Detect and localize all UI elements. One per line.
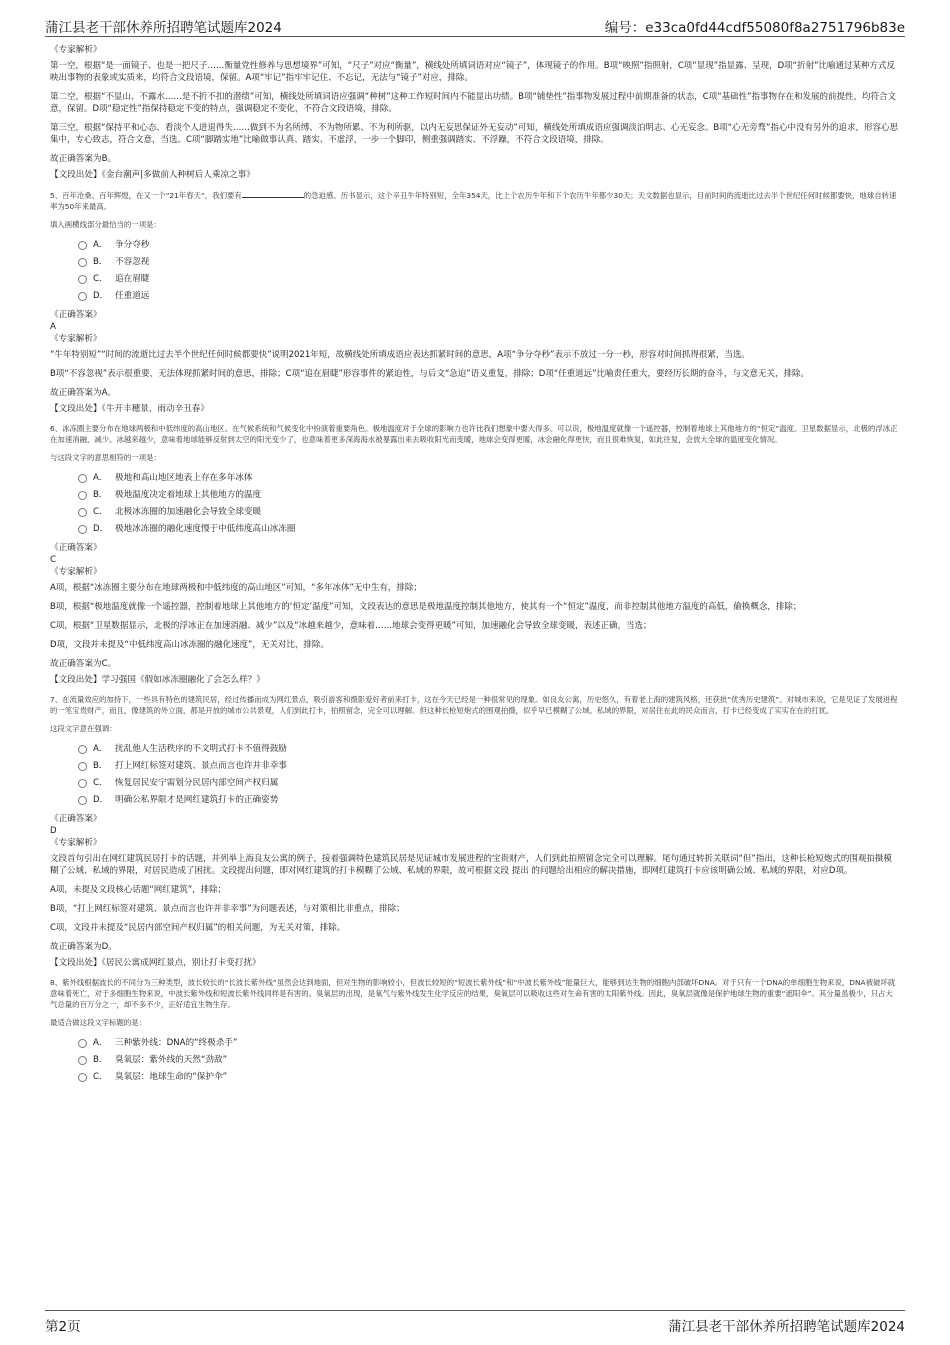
analysis-paragraph: 第二空，根据“不显山、不露水……是不折不扣的潜绩”可知，横线处所填词语应强调“种树”这种工作短时间内不能显出功绩。B项“铺垫性”指事物发展过程中前期准备的状态，C项“基础性”指事物存在和发展的前提性，均符合文意，保留。D项“稳定性”指保持稳定不变的特点，强调稳定不变化，不符合文段语境，排除。 [50,92,897,114]
correct-answer-value: D [50,826,57,836]
analysis-paragraph: A项，未提及文段核心话题“网红建筑”，排除； [50,885,227,895]
analysis-paragraph: 第一空，根据“是一面镜子、也是一把尺子……衡量党性修养与思想境界”可知，“尺子”对应“衡量”，横线处所填词语对应“镜子”，体现镜子的作用。B项“映照”指照射，C项“显现”指显露、呈现，D项“折射”比喻通过某种方式反映出事物的表象或实质来，均符合文段语境，保留。A项“牢记”指牢牢记住、不忘记，无法与“镜子”对应，排除。 [50,61,895,83]
option-d[interactable]: D． 明确公私界限才是网红建筑打卡的正确姿势 [78,792,900,809]
source-citation: 【文段出处】《牛开丰穗景，雨动辛丑春》 [50,404,209,414]
header-title: 蒲江县老干部休养所招聘笔试题库2024 [45,20,282,36]
analysis-paragraph: “牛年特别短”“时间的流逝比过去半个世纪任何时候都要快”说明2021年短，故横线处所填成语应表达抓紧时间的意思，A项“争分夺秒”表示不放过一分一秒，形容对时间抓得很紧，当选。 [50,350,750,360]
correct-answer-value: C [50,555,57,565]
analysis-paragraph: B项“不容忽视”表示很重要，无法体现抓紧时间的意思，排除；C项“追在眉睫”形容事件的紧迫性，与后文“急迫”语义重复，排除；D项“任重道远”比喻责任重大，要经历长期的奋斗，与文意无关，排除。 [50,369,810,379]
source-citation: 【文段出处】《居民公寓成网红景点，别让打卡变打扰》 [50,958,261,968]
radio-icon[interactable] [78,796,87,805]
radio-icon[interactable] [78,241,87,250]
expert-analysis-label: 《专家解析》 [50,838,102,848]
question-stem: 7、在流量效应的加持下，一些具有特色的建筑民居，经过传播而成为网红景点，吸引游客和摄影爱好者前来打卡，这在今天已经是一种很常见的现象。如良友公寓，历史悠久，有着老上海的建筑风格，还获批“优秀历史建筑”。对城市来说，它是见证了发展进程的一笔宝贵财产，而且，像建筑的外立面，都是开放的城市公共景观，人们到此打卡，拍照留念，完全可以理解。但这种长枪短炮式的围观拍摄，似乎早已模糊了公域、私域的界限，对居住在此的民众而言，打卡已经变成了实实在在的打扰。 [50,695,898,715]
answer-blank [242,189,304,198]
option-b[interactable]: B． 极地温度决定着地球上其他地方的温度 [78,487,900,504]
option-a[interactable]: A． 三种紫外线：DNA的“终极杀手” [78,1035,900,1052]
option-d[interactable]: D． 任重道远 [78,288,900,305]
analysis-paragraph: C项，文段并未提及“民居内部空间产权归属”的相关问题，为无关对策，排除。 [50,923,346,933]
option-a[interactable]: A． 争分夺秒 [78,237,900,254]
final-answer: 故正确答案为D。 [50,942,117,952]
option-c[interactable]: C． 恢复居民安宁需划分民居内部空间产权归属 [78,775,900,792]
radio-icon[interactable] [78,258,87,267]
option-b[interactable]: B． 不容忽视 [78,254,900,271]
question-prompt: 与这段文字的意思相符的一项是： [50,453,161,462]
source-citation: 【文段出处】《金台潮声|多做前人种树后人乘凉之事》 [50,170,255,180]
analysis-paragraph: 第三空，根据“保持平和心态、看淡个人进退得失……做到不为名所缚、不为物所累、不为利所驱，以内无妄思保证外无妄动”可知，横线处所填成语应强调淡泊明志、心无妄念。B项“心无旁骛”指心中没有另外的追求，形容心思集中，专心致志，符合文意，当选。C项“脚踏实地”比喻做事认真、踏实、不虚浮，一步一个脚印，侧重强调踏实、不浮躁，不符合文段语境，排除。 [50,123,898,145]
expert-analysis-label: 《专家解析》 [50,567,102,577]
option-a[interactable]: A． 扰乱他人生活秩序的不文明式打卡不值得鼓励 [78,741,900,758]
source-citation: 【文段出处】学习强国《假如冰冻圈融化了会怎么样？》 [50,675,265,685]
correct-answer-label: 《正确答案》 [50,543,102,553]
option-c[interactable]: C． 北极冰冻圈的加速融化会导致全球变暖 [78,504,900,521]
radio-icon[interactable] [78,275,87,284]
radio-icon[interactable] [78,1073,87,1082]
footer-title: 蒲江县老干部休养所招聘笔试题库2024 [668,1319,905,1335]
option-list [78,741,900,809]
option-b[interactable]: B． 臭氧层：紫外线的天然“劲敌” [78,1052,900,1069]
option-d[interactable]: D． 极地冰冻圈的融化速度慢于中低纬度高山冰冻圈 [78,521,900,538]
analysis-paragraph: A项，根据“冰冻圈主要分布在地球两极和中低纬度的高山地区”可知，“多年冰体”无中生有，排除； [50,583,422,593]
option-a[interactable]: A． 极地和高山地区地表上存在多年冰体 [78,470,900,487]
radio-icon[interactable] [78,762,87,771]
question-stem: 8、紫外线根据波长的不同分为三种类型，波长较长的“长波长紫外线”虽然会达到地面，但对生物的影响较小，但波长较短的“短波长紫外线”和“中波长紫外线”能量巨大，能够到达生物的细胞内部破坏DNA。对于只有一个DNA的单细胞生物来说，DNA被破坏就意味着死亡，对于多细胞生物来说，中波长紫外线和短波长紫外线同样是有害的。臭氧层的出现，是氧气与紫外线发生化学反应的结果，臭氧层可以吸收这些对生命有害的太阳紫外线。因此，臭氧层就像是保护地球生物的重要“遮阳伞”。其分量虽极少，只占大气总量的百万分之一，却不多不少，正好适宜生物生存。 [50,978,896,1009]
page-content [50,44,900,1090]
header-code: 编号：e33ca0fd44cdf55080f8a2751796b83e [604,20,905,36]
option-c[interactable]: C． 追在眉睫 [78,271,900,288]
analysis-paragraph: C项，根据“卫星数据显示，北极的浮冰正在加速消融、减少”以及“冰越来越少，意味着……地球会变得更暖”可知，加速融化会导致全球变暖，表述正确，当选； [50,621,652,631]
question-stem: 6、冰冻圈主要分布在地球两极和中低纬度的高山地区。在气候系统和气候变化中扮演着重要角色。极地温度对于全球的影响力也许比我们想象中要大得多。可以说，极地温度就像一个遥控器，控制着地球上其他地方的“恒定”温度。卫星数据显示，北极的浮冰正在加速消融、减少。冰越来越少，意味着地球能够反射到太空的阳光变少了，也意味着更多深海海水被暴露出来去吸收阳光而变暖，地球会变得更暖，冰会融化得更快，而且很难恢复，如此往复，会放大全球的温度变化情况。 [50,424,898,444]
radio-icon[interactable] [78,491,87,500]
question-prompt: 这段文字意在强调： [50,724,117,733]
option-b[interactable]: B． 打上网红标签对建筑、景点而言也许并非幸事 [78,758,900,775]
question-prompt: 填入画横线部分最恰当的一项是： [50,220,161,229]
radio-icon[interactable] [78,745,87,754]
radio-icon[interactable] [78,508,87,517]
radio-icon[interactable] [78,1039,87,1048]
radio-icon[interactable] [78,1056,87,1065]
expert-analysis-label: 《专家解析》 [50,334,102,344]
correct-answer-value: A [50,322,56,332]
radio-icon[interactable] [78,779,87,788]
analysis-paragraph: 文段首句引出在网红建筑民居打卡的话题，并列举上海良友公寓的例子，接着强调特色建筑民居是见证城市发展进程的宝贵财产，人们到此拍照留念完全可以理解。尾句通过转折关联词“但”指出，这种长枪短炮式的围观拍摄模糊了公域、私域的界限，对居民造成了困扰。文段提出问题，即对网红建筑的打卡模糊了公域、私域的界限，故可根据文段 提出 的问题给出相应的解决措施，即网红建筑打卡应该明确公域、私域的界限，对应D项。 [50,854,892,876]
radio-icon[interactable] [78,474,87,483]
analysis-paragraph: B项，“打上网红标签对建筑、景点而言也许并非幸事”为问题表述，与对策相比非重点，排除； [50,904,405,914]
option-list [78,237,900,305]
question-prompt: 最适合做这段文字标题的是： [50,1018,147,1027]
question-stem: 5、百年沧桑、百年辉煌，在又一个“21年春天”，我们要有 的急迫感。历书显示，这个辛丑牛年特别短，全年354天，比上个农历牛年和下个农历牛年都少30天；天文数据也显示，目前时间的流逝比过去半个世纪任何时候都要快，地球自转速率为50年来最高。 [50,191,897,211]
option-list [78,1035,900,1086]
expert-analysis-label: 《专家解析》 [50,45,102,55]
option-list [78,470,900,538]
page-number: 第2页 [45,1319,81,1335]
correct-answer-label: 《正确答案》 [50,814,102,824]
analysis-paragraph: D项，文段并未提及“中低纬度高山冰冻圈的融化速度”，无关对比，排除。 [50,640,329,650]
final-answer: 故正确答案为A。 [50,388,117,398]
final-answer: 故正确答案为B。 [50,154,117,164]
page-footer [45,1310,905,1333]
radio-icon[interactable] [78,525,87,534]
final-answer: 故正确答案为C。 [50,659,117,669]
correct-answer-label: 《正确答案》 [50,310,102,320]
radio-icon[interactable] [78,292,87,301]
analysis-paragraph: B项，根据“极地温度就像一个遥控器，控制着地球上其他地方的‘恒定’温度”可知，文段表达的意思是极地温度控制其他地方，使其有一个“恒定”温度，而非控制其他地方温度的高低，偷换概念，排除； [50,602,802,612]
option-c[interactable]: C． 臭氧层：地球生命的“保护伞” [78,1069,900,1086]
page-header [45,14,905,37]
